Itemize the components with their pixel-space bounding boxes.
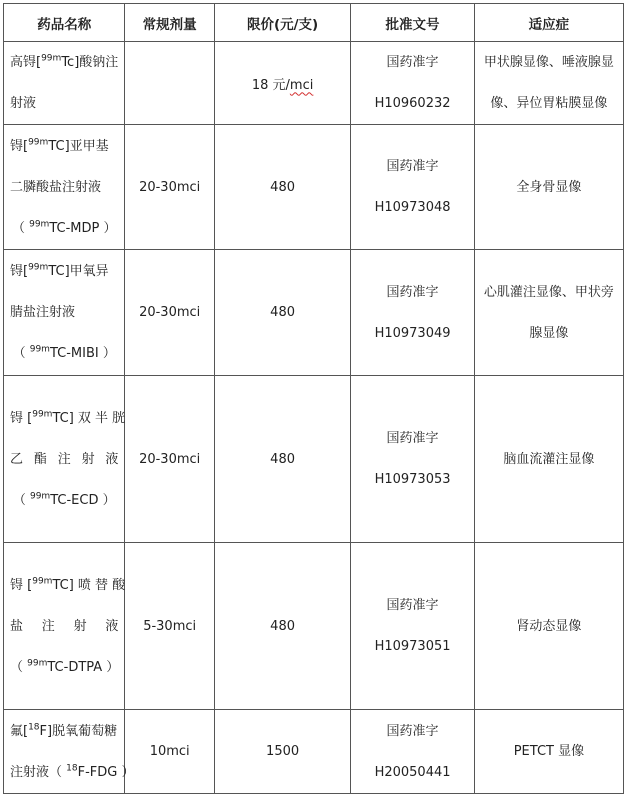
approval-number: H10973049: [374, 325, 451, 341]
drug-name-cell: [4, 42, 125, 125]
drug-name-line: 注射液（ $^{18}$F-FDG ）: [10, 763, 135, 780]
drug-price-table: [3, 3, 624, 794]
approval-prefix: 国药准字: [386, 284, 439, 300]
approval-prefix: 国药准字: [386, 55, 439, 70]
table-row: [4, 376, 624, 543]
approval-number: H10973053: [374, 472, 451, 487]
indication-line: 像、异位胃粘膜显像: [490, 96, 608, 111]
drug-name-line: 腈盐注射液: [10, 305, 76, 320]
approval-cell: [351, 125, 475, 250]
drug-name-line: 二膦酸盐注射液: [10, 179, 102, 195]
table-row: [4, 250, 624, 376]
header-dose: 常规剂量: [125, 4, 214, 42]
drug-name-cell: [4, 376, 125, 543]
drug-name-line: （ $^{99m}$TC-MDP ）: [11, 219, 117, 236]
approval-number: H10973051: [374, 639, 451, 654]
header-indication: 适应症: [474, 4, 623, 42]
dose-cell: 20-30mci: [125, 125, 214, 250]
dose-cell: 20-30mci: [125, 376, 214, 543]
approval-number: H10960232: [374, 96, 451, 111]
indication-cell: [474, 125, 623, 250]
table-row: [4, 710, 624, 794]
indication-line: 全身骨显像: [516, 179, 582, 195]
drug-name-line: 锝[$^{99m}$TC]甲氧异: [10, 262, 109, 279]
approval-cell: [351, 42, 475, 125]
drug-name-line: 氟[$^{18}$F]脱氧葡萄糖: [10, 722, 118, 739]
price-cell: 480: [214, 250, 350, 376]
indication-line: 甲状腺显像、唾液腺显: [483, 55, 614, 70]
drug-name-cell: [4, 710, 135, 794]
header-price-limit: 限价(元/支): [214, 4, 350, 42]
indication-line: PETCT 显像: [513, 744, 585, 759]
approval-number: H20050441: [374, 764, 451, 780]
approval-number: H10973048: [374, 200, 451, 215]
approval-cell: [351, 250, 475, 376]
indication-cell: [474, 543, 623, 710]
approval-prefix: 国药准字: [386, 598, 439, 613]
header-drug-name: 药品名称: [4, 4, 125, 42]
price-cell: 18 元/mci: [214, 42, 350, 125]
indication-line: 腺显像: [529, 325, 569, 341]
drug-name-cell: [4, 543, 125, 710]
table-row: [4, 125, 624, 250]
drug-name-line: 射液: [10, 96, 37, 111]
price-cell: 480: [214, 376, 350, 543]
approval-cell: [351, 543, 475, 710]
header-approval-number: 批准文号: [351, 4, 475, 42]
drug-name-cell: [4, 250, 125, 376]
indication-line: 脑血流灌注显像: [503, 451, 595, 467]
table-row: [4, 42, 624, 125]
table-row: [4, 543, 624, 710]
dose-cell: 20-30mci: [125, 250, 214, 376]
drug-name-line: 盐 注 射 液: [10, 618, 119, 634]
drug-name-line: 高锝[$^{99m}$Tc]酸钠注: [10, 53, 119, 70]
indication-line: 肾动态显像: [516, 618, 582, 634]
drug-name-line: 锝 [$^{99m}$TC] 双 半 胱: [10, 409, 126, 426]
drug-name-line: 乙 酯 注 射 液: [10, 451, 119, 467]
price-cell: 480: [214, 125, 350, 250]
indication-cell: [474, 376, 623, 543]
approval-prefix: 国药准字: [386, 431, 439, 446]
drug-name-line: 锝 [$^{99m}$TC] 喷 替 酸: [10, 576, 126, 593]
approval-cell: [351, 710, 475, 794]
indication-line: 心肌灌注显像、甲状旁: [483, 284, 614, 300]
price-cell: 1500: [214, 710, 350, 794]
dose-cell: 5-30mci: [125, 543, 214, 710]
approval-cell: [351, 376, 475, 543]
approval-prefix: 国药准字: [386, 159, 439, 174]
table-header-row: [4, 4, 624, 42]
drug-name-line: （ $^{99m}$TC-MIBI ）: [12, 344, 116, 361]
drug-name-line: 锝[$^{99m}$TC]亚甲基: [10, 137, 109, 154]
drug-name-cell: [4, 125, 125, 250]
indication-cell: [474, 42, 623, 125]
dose-cell: 10mci: [125, 710, 214, 794]
indication-cell: [474, 710, 623, 794]
drug-name-line: （ $^{99m}$TC-DTPA ）: [10, 658, 120, 675]
approval-prefix: 国药准字: [386, 723, 439, 739]
price-cell: 480: [214, 543, 350, 710]
dose-cell: [125, 42, 214, 125]
indication-cell: [474, 250, 623, 376]
drug-name-line: （ $^{99m}$TC-ECD ）: [12, 491, 116, 508]
